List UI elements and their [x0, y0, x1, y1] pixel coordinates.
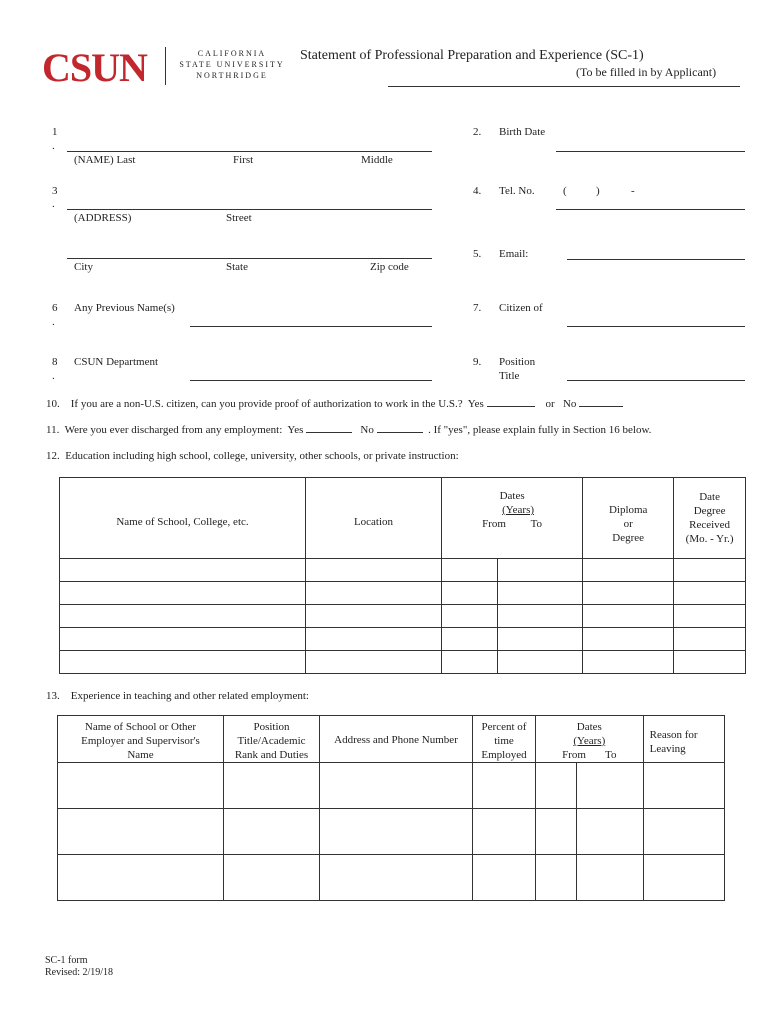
field-number-8: 8 [52, 356, 58, 368]
exp-cell[interactable] [320, 855, 473, 901]
exp-header-name [58, 716, 224, 763]
exp-cell[interactable] [224, 855, 320, 901]
edu-cell[interactable] [498, 651, 583, 674]
question-10-or-label: or [545, 398, 555, 410]
exp-reason-line-1: Reason for [649, 729, 698, 741]
edu-cell[interactable] [442, 582, 498, 605]
city-input-line[interactable] [67, 258, 432, 259]
edu-cell[interactable] [498, 582, 583, 605]
tel-label: Tel. No. [499, 185, 535, 197]
edu-from-to [442, 517, 582, 531]
form-subtitle: (To be filled in by Applicant) [576, 65, 717, 79]
edu-cell[interactable] [498, 605, 583, 628]
edu-cell[interactable] [674, 651, 746, 674]
question-11-yes-blank[interactable] [306, 423, 352, 433]
email-label: Email: [499, 248, 529, 260]
edu-cell[interactable] [583, 582, 674, 605]
table-row [60, 582, 746, 605]
edu-header-location-text: Location [353, 516, 394, 528]
edu-diploma-line-2: or [623, 518, 633, 530]
edu-dates-label: Dates [499, 490, 525, 502]
question-10-no-blank[interactable] [579, 397, 623, 407]
exp-cell[interactable] [224, 763, 320, 809]
question-11 [46, 423, 651, 436]
address-label: (ADDRESS) [74, 212, 132, 224]
exp-cell[interactable] [577, 855, 644, 901]
table-row [58, 763, 725, 809]
question-13 [46, 690, 309, 702]
previous-names-label: Any Previous Name(s) [74, 302, 175, 314]
csun-department-label: CSUN Department [74, 356, 159, 368]
table-row [60, 605, 746, 628]
question-11-yes-label: Yes [287, 424, 304, 436]
exp-reason-line-2: Leaving [649, 743, 686, 755]
exp-pos-line-2: Title/Academic [237, 735, 306, 747]
field-number-8-dot: . [52, 370, 55, 382]
experience-table [57, 715, 725, 901]
edu-cell[interactable] [60, 605, 306, 628]
field-number-3-dot: . [52, 198, 55, 210]
edu-cell[interactable] [306, 582, 442, 605]
logo-university-name [176, 48, 288, 81]
edu-cell[interactable] [674, 559, 746, 582]
field-number-1-dot: . [52, 140, 55, 152]
tel-paren-open: ( [563, 185, 567, 197]
question-10 [46, 397, 623, 410]
exp-address-text: Address and Phone Number [334, 734, 458, 746]
edu-date-line-4: (Mo. - Yr.) [685, 533, 734, 545]
exp-from-label: From [562, 749, 586, 761]
question-10-text: If you are a non-U.S. citizen, can you provide proof of authorization to work in the U.S.? [70, 398, 463, 410]
question-10-number: 10. [46, 398, 60, 410]
exp-cell[interactable] [320, 763, 473, 809]
exp-cell[interactable] [58, 855, 224, 901]
question-12-number: 12. [46, 450, 60, 462]
edu-cell[interactable] [60, 628, 306, 651]
exp-cell[interactable] [473, 763, 536, 809]
exp-name-line-1: Name of School or Other [84, 721, 197, 733]
street-input-line[interactable] [67, 209, 432, 210]
table-row [60, 628, 746, 651]
edu-header-name [60, 478, 306, 559]
field-number-6-dot: . [52, 316, 55, 328]
zip-label: Zip code [370, 261, 409, 273]
birth-date-input-line[interactable] [556, 151, 745, 152]
edu-cell[interactable] [583, 559, 674, 582]
name-last-label: (NAME) Last [74, 154, 136, 166]
edu-header-location [306, 478, 442, 559]
edu-cell[interactable] [583, 651, 674, 674]
edu-diploma-line-1: Diploma [608, 504, 648, 516]
exp-cell[interactable] [536, 855, 577, 901]
tel-input-line[interactable] [556, 209, 745, 210]
exp-dates-label: Dates [576, 721, 602, 733]
table-row [60, 651, 746, 674]
question-10-yes-blank[interactable] [487, 397, 535, 407]
edu-date-line-2: Degree [693, 505, 726, 517]
edu-cell[interactable] [442, 628, 498, 651]
exp-from-to [536, 748, 643, 762]
edu-from-label: From [482, 518, 506, 530]
exp-header-dates [536, 716, 644, 763]
edu-cell[interactable] [674, 628, 746, 651]
logo-divider [165, 47, 166, 85]
field-number-1: 1 [52, 126, 58, 138]
edu-cell[interactable] [674, 582, 746, 605]
edu-date-line-1: Date [699, 491, 720, 503]
exp-cell[interactable] [58, 763, 224, 809]
street-label: Street [226, 212, 252, 224]
exp-cell[interactable] [58, 809, 224, 855]
edu-years-label: (Years) [502, 504, 535, 516]
question-10-no-label: No [562, 398, 577, 410]
edu-date-line-3: Received [689, 519, 731, 531]
exp-cell[interactable] [577, 763, 644, 809]
question-11-text: Were you ever discharged from any employment: [64, 424, 283, 436]
table-row [58, 855, 725, 901]
question-13-text: Experience in teaching and other related employment: [70, 690, 309, 702]
exp-header-position [224, 716, 320, 763]
field-number-7: 7. [473, 302, 482, 314]
exp-cell[interactable] [643, 763, 724, 809]
edu-cell[interactable] [442, 651, 498, 674]
exp-header-percent [473, 716, 536, 763]
question-11-no-label: No [360, 424, 374, 436]
edu-cell[interactable] [498, 628, 583, 651]
edu-cell[interactable] [60, 651, 306, 674]
exp-cell[interactable] [643, 809, 724, 855]
question-12 [46, 450, 459, 462]
position-title-input-line[interactable] [567, 380, 745, 381]
field-number-5: 5. [473, 248, 482, 260]
edu-cell[interactable] [442, 559, 498, 582]
table-row [60, 559, 746, 582]
edu-cell[interactable] [60, 582, 306, 605]
position-label: Position [499, 356, 536, 368]
header-rule [388, 86, 740, 87]
field-number-6: 6 [52, 302, 58, 314]
csun-department-input-line[interactable] [190, 380, 432, 381]
city-label: City [74, 261, 93, 273]
exp-pct-line-1: Percent of [481, 721, 527, 733]
tel-dash: - [631, 185, 635, 197]
edu-header-date-received [674, 478, 746, 559]
edu-cell[interactable] [583, 605, 674, 628]
citizen-of-label: Citizen of [499, 302, 543, 314]
field-number-9: 9. [473, 356, 482, 368]
exp-pct-line-3: Employed [481, 749, 527, 761]
exp-cell[interactable] [473, 809, 536, 855]
edu-cell[interactable] [674, 605, 746, 628]
exp-cell[interactable] [320, 809, 473, 855]
footer-revised: Revised: 2/19/18 [45, 967, 114, 978]
table-row [58, 809, 725, 855]
edu-cell[interactable] [306, 628, 442, 651]
exp-cell[interactable] [536, 763, 577, 809]
name-middle-label: Middle [361, 154, 393, 166]
exp-cell[interactable] [643, 855, 724, 901]
edu-cell[interactable] [583, 628, 674, 651]
email-input-line[interactable] [567, 259, 745, 260]
edu-cell[interactable] [306, 605, 442, 628]
edu-cell[interactable] [306, 651, 442, 674]
question-11-number: 11. [46, 424, 60, 436]
exp-cell[interactable] [473, 855, 536, 901]
state-label: State [226, 261, 248, 273]
question-10-yes-label: Yes [467, 398, 484, 410]
question-13-number: 13. [46, 690, 60, 702]
question-12-text: Education including high school, college, university, other schools, or private instruction: [65, 450, 459, 462]
logo-line-1: CALIFORNIA [197, 49, 267, 58]
education-table [59, 477, 746, 674]
question-11-tail: . If "yes", please explain fully in Section 16 below. [428, 424, 652, 436]
exp-pct-line-2: time [494, 735, 514, 747]
logo-line-2: STATE UNIVERSITY [179, 60, 285, 69]
form-title: Statement of Professional Preparation and Experience (SC-1) [300, 48, 644, 63]
name-input-line[interactable] [67, 151, 432, 152]
exp-pos-line-1: Position [253, 721, 290, 733]
exp-to-label: To [605, 749, 617, 761]
previous-names-input-line[interactable] [190, 326, 432, 327]
exp-years-label: (Years) [573, 735, 606, 747]
citizen-of-input-line[interactable] [567, 326, 745, 327]
birth-date-label: Birth Date [499, 126, 546, 138]
edu-header-diploma [583, 478, 674, 559]
edu-diploma-line-3: Degree [612, 532, 645, 544]
exp-name-line-2: Employer and Supervisor's [81, 735, 200, 747]
edu-header-dates [442, 478, 583, 559]
field-number-4: 4. [473, 185, 482, 197]
exp-cell[interactable] [224, 809, 320, 855]
name-first-label: First [233, 154, 254, 166]
edu-cell[interactable] [60, 559, 306, 582]
csun-logo: CSUN [42, 45, 147, 90]
field-number-3: 3 [52, 185, 58, 197]
footer-form-id: SC-1 form [45, 955, 88, 966]
edu-cell[interactable] [306, 559, 442, 582]
edu-to-label: To [530, 518, 543, 530]
exp-cell[interactable] [577, 809, 644, 855]
edu-header-name-text: Name of School, College, etc. [116, 516, 249, 528]
exp-header-address [320, 716, 473, 763]
edu-cell[interactable] [498, 559, 583, 582]
exp-header-reason [643, 716, 724, 763]
exp-pos-line-3: Rank and Duties [234, 749, 309, 761]
question-11-no-blank[interactable] [377, 423, 423, 433]
logo-line-3: NORTHRIDGE [196, 71, 268, 80]
edu-cell[interactable] [442, 605, 498, 628]
exp-name-line-3: Name [127, 749, 154, 761]
field-number-2: 2. [473, 126, 482, 138]
exp-cell[interactable] [536, 809, 577, 855]
tel-paren-close: ) [596, 185, 600, 197]
position-title-label: Title [499, 370, 520, 382]
